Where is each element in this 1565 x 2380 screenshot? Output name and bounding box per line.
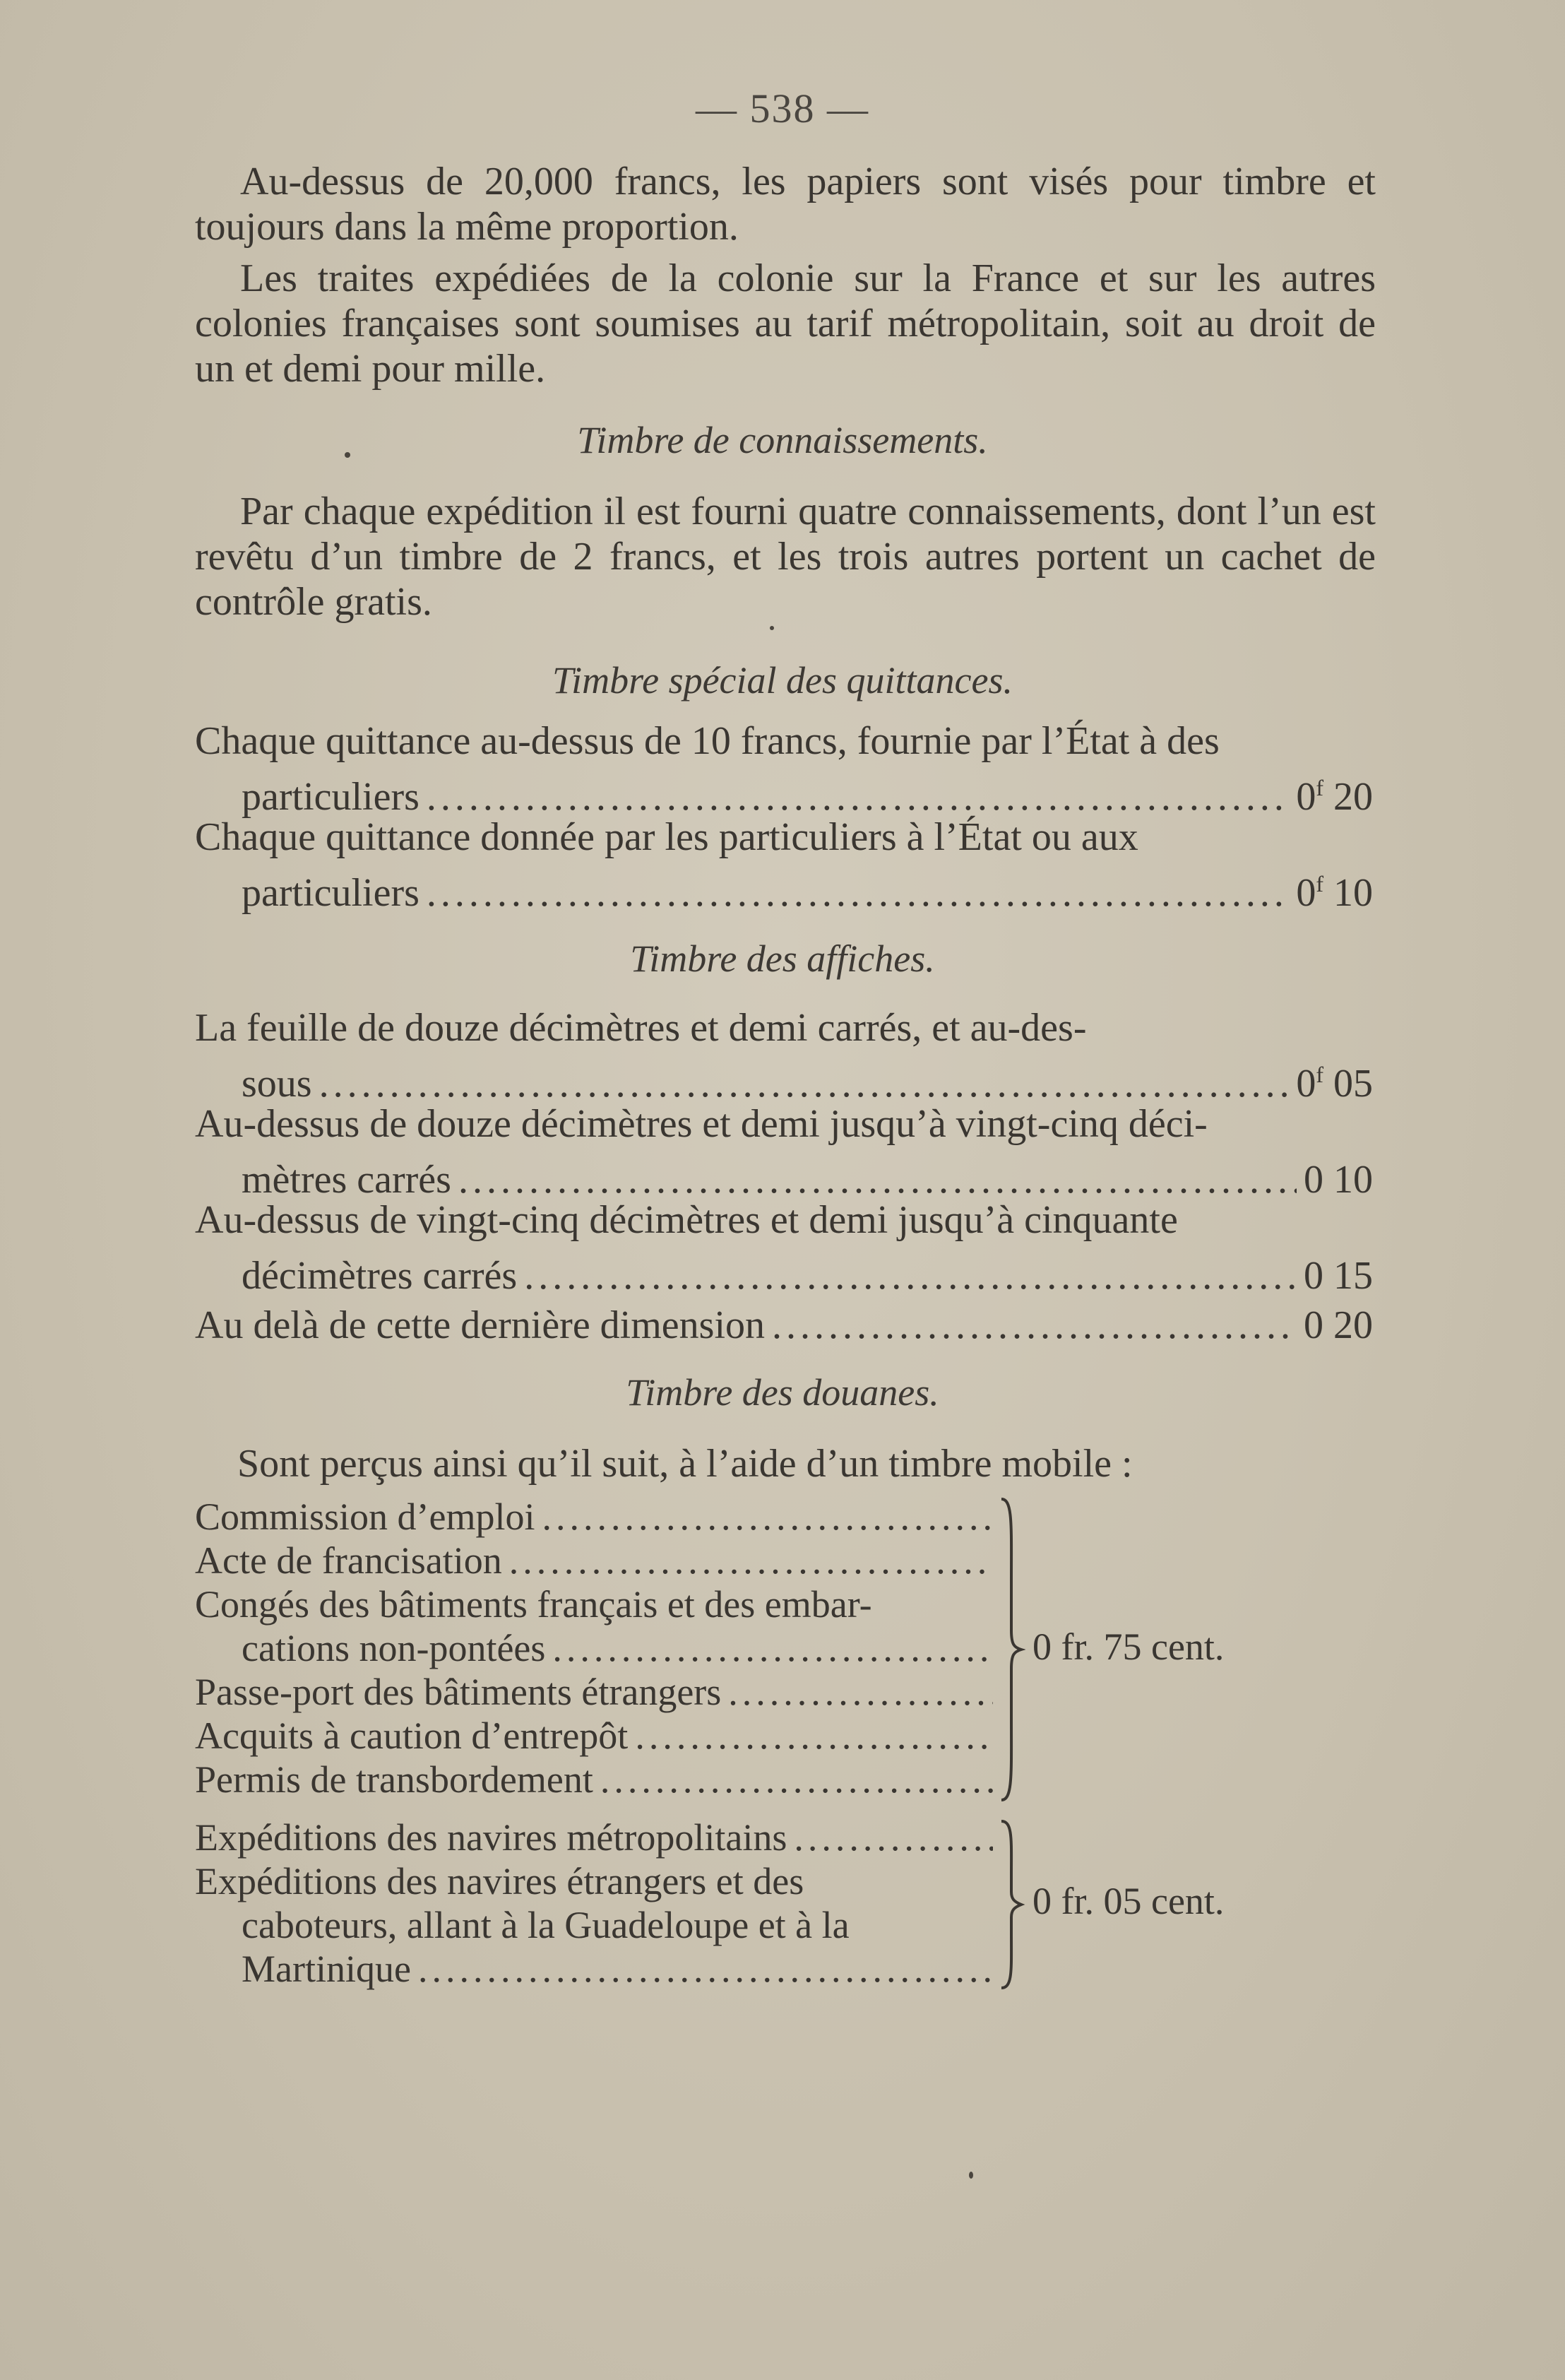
row-label: sous — [242, 1062, 312, 1106]
intro-text-2: Les traites expédiées de la colonie sur la France et sur les autres colonies françaises sont soumises au tarif métropolitain, soit au droit de un et demi pour mille. — [195, 256, 1376, 391]
quittance-row-2 — [195, 814, 1373, 916]
row-value: 0 15 — [1304, 1254, 1373, 1298]
list-item: Acquits à caution d’entrepôt ..... — [195, 1714, 1000, 1758]
rate-group-1: 0 fr. 75 cent. — [1033, 1626, 1225, 1668]
affiche-row-3 — [195, 1197, 1373, 1299]
connaissements-paragraph — [195, 489, 1376, 624]
connaissements-text: Par chaque expédition il est fourni quatre connaissements, dont l’un est revêtu d’un timbre de 2 francs, et les trois autres portent un cachet de contrôle gratis. — [195, 490, 1376, 624]
affiche-row-4 — [195, 1293, 1373, 1349]
row-value: 0$^f$ 10 — [1296, 871, 1373, 915]
list-item: caboteurs, allant à la Guadeloupe et à la — [242, 1904, 850, 1946]
intro-paragraph-1 — [195, 159, 1376, 249]
list-item: Commission d’emploi ..... — [195, 1495, 1000, 1539]
page-number: — 538 — — [696, 85, 869, 131]
row-text: Chaque quittance donnée par les particuliers à l’État ou aux — [195, 815, 1138, 859]
ink-speck — [345, 452, 350, 458]
list-item: Expéditions des navires métropolitains ..... — [195, 1816, 1000, 1859]
heading-connaissements: Timbre de connaissements. — [577, 419, 988, 461]
row-label: décimètres carrés — [242, 1254, 518, 1298]
row-text: Au-dessus de douze décimètres et demi jusqu’à vingt-cinq déci- — [195, 1102, 1208, 1146]
douanes-intro — [237, 1441, 1418, 1486]
dot-leader — [772, 1302, 1297, 1349]
rate-group-2: 0 fr. 05 cent. — [1033, 1880, 1225, 1922]
douanes-intro-text: Sont perçus ainsi qu’il suit, à l’aide d’un timbre mobile : — [237, 1442, 1133, 1486]
ink-speck — [969, 2172, 973, 2179]
row-label: Au delà de cette dernière dimension — [195, 1303, 765, 1347]
right-brace-icon — [997, 1496, 1025, 1803]
list-item: Martinique ..... — [195, 1947, 1000, 1991]
right-brace-icon — [997, 1818, 1025, 1991]
list-item: Acte de francisation ..... — [195, 1539, 1000, 1582]
heading-quittances: Timbre spécial des quittances. — [552, 659, 1013, 701]
heading-douanes: Timbre des douanes. — [626, 1371, 939, 1414]
affiche-row-1 — [195, 1005, 1373, 1107]
row-text: Chaque quittance au-dessus de 10 francs, fournie par l’État à des — [195, 719, 1220, 763]
row-text: Au-dessus de vingt-cinq décimètres et demi jusqu’à cinquante — [195, 1198, 1178, 1242]
row-label: particuliers — [242, 871, 419, 915]
row-value: 0$^f$ 20 — [1296, 775, 1373, 819]
row-value: 0 20 — [1304, 1303, 1373, 1347]
intro-paragraph-2 — [195, 256, 1376, 391]
row-value: 0 10 — [1304, 1158, 1373, 1202]
dot-leader — [427, 870, 1289, 916]
list-item: Congés des bâtiments français et des embar- — [195, 1583, 872, 1626]
quittance-row-1 — [195, 718, 1373, 820]
douanes-group-2 — [195, 1816, 1000, 1991]
intro-text-1: Au-dessus de 20,000 francs, les papiers sont visés pour timbre et toujours dans la même proportion. — [195, 160, 1376, 249]
list-item: cations non-pontées ..... — [195, 1626, 1000, 1670]
list-item: Permis de transbordement ..... — [195, 1758, 1000, 1801]
ink-speck — [770, 626, 774, 630]
list-item: Expéditions des navires étrangers et des — [195, 1860, 804, 1902]
douanes-group-1 — [195, 1495, 1000, 1801]
heading-affiches: Timbre des affiches. — [630, 937, 935, 980]
list-item: Passe-port des bâtiments étrangers ..... — [195, 1670, 1000, 1714]
affiche-row-2 — [195, 1101, 1373, 1203]
row-text: La feuille de douze décimètres et demi carrés, et au-des- — [195, 1006, 1087, 1050]
row-label: mètres carrés — [242, 1158, 451, 1202]
row-value: 0$^f$ 05 — [1296, 1062, 1373, 1106]
row-label: particuliers — [242, 775, 419, 819]
